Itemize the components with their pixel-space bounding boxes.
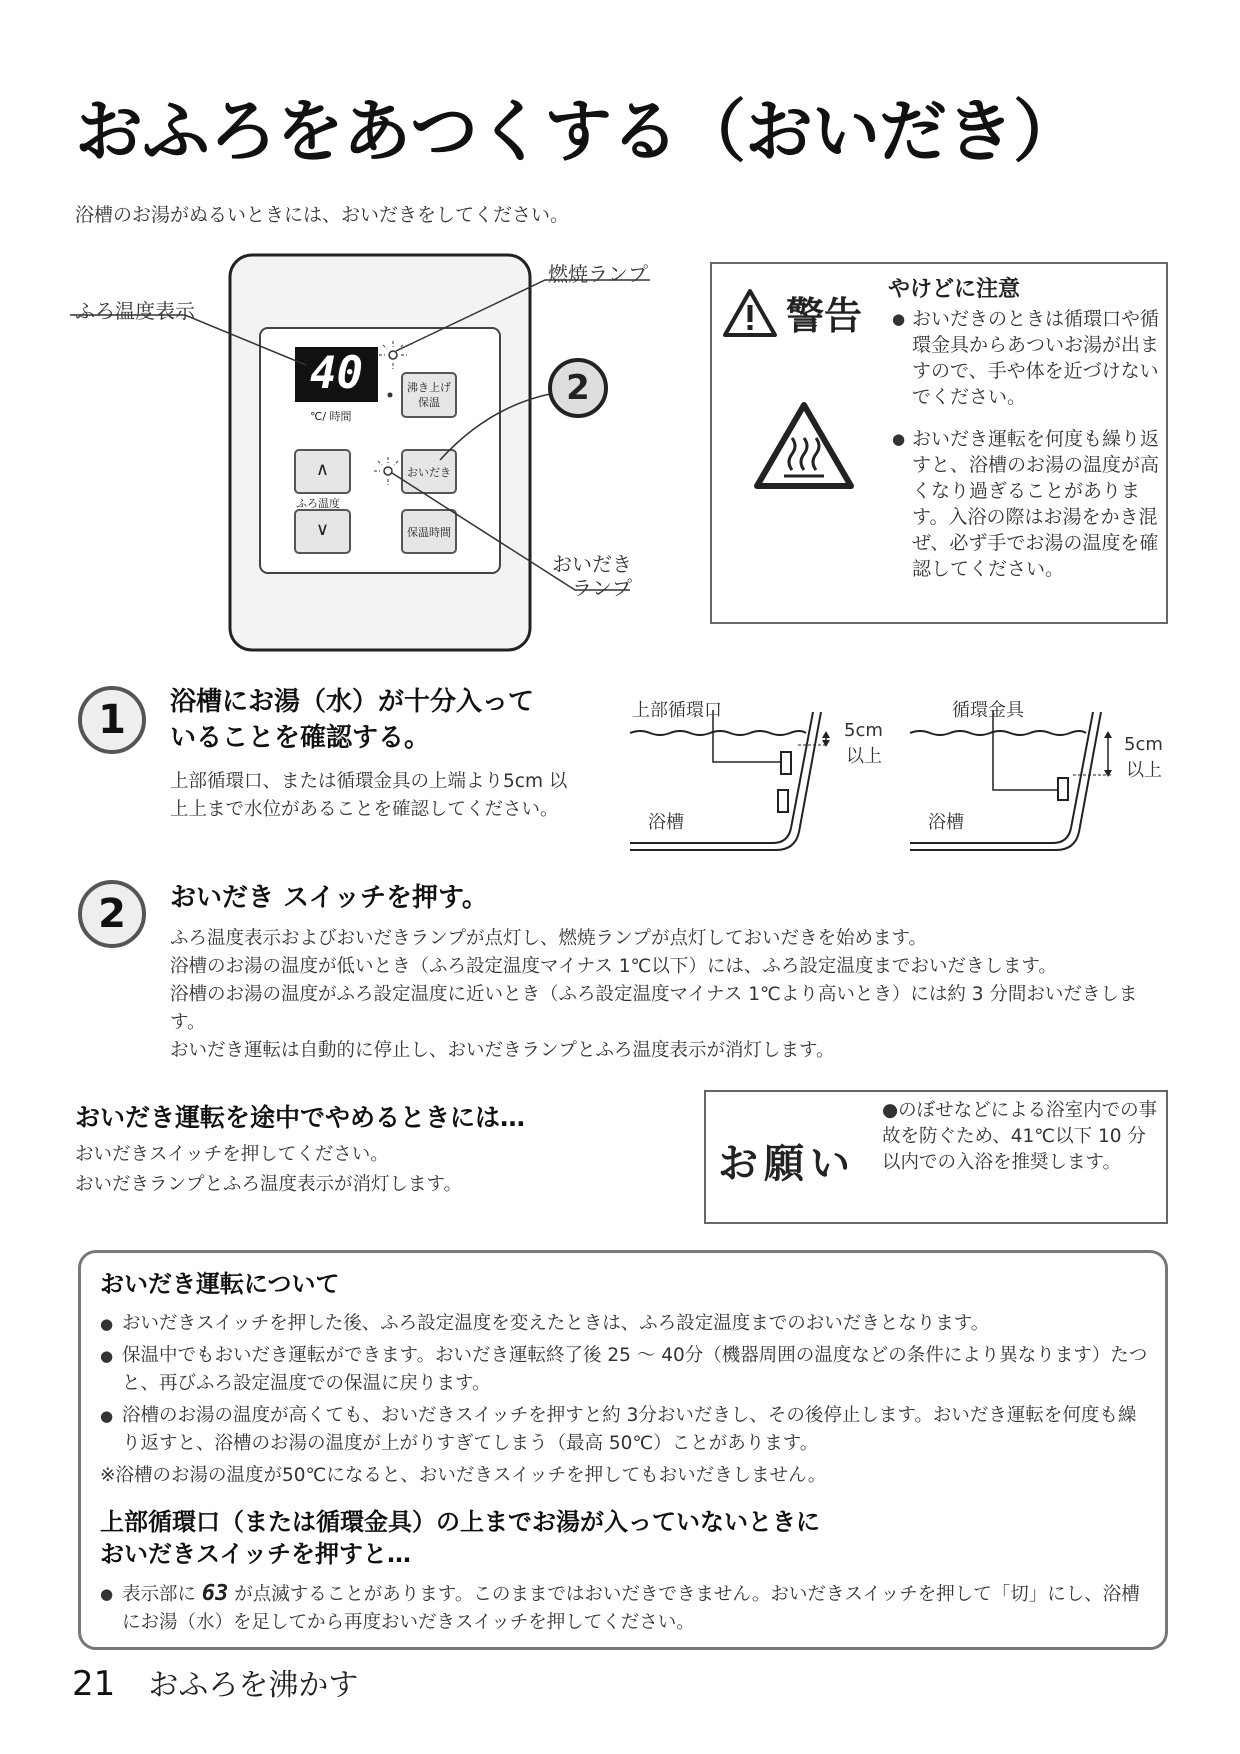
label-oidaki-lamp-2: ランプ — [572, 576, 632, 600]
step2-number: 2 — [78, 880, 146, 948]
error-code-display: 63 — [201, 1581, 229, 1606]
step1-title-line1: 浴槽にお湯（水）が十分入って — [170, 687, 535, 717]
info-note: ※浴槽のお湯の温度が50℃になると、おいだきスイッチを押してもおいだきしません。 — [100, 1465, 827, 1486]
warning-heading: やけどに注意 — [888, 277, 1021, 302]
tub-diagram-right — [908, 700, 1158, 860]
hot-surface-icon — [752, 400, 856, 492]
intro-text: 浴槽のお湯がぬるいときには、おいだきをしてください。 — [75, 204, 570, 226]
info-heading-2-line2: おいだきスイッチを押すと… — [100, 1540, 412, 1568]
step2-line: ふろ温度表示およびおいだきランプが点灯し、燃焼ランプが点灯しておいだきを始めます。 — [170, 928, 928, 949]
boil-keep-label-1: 沸き上げ — [407, 381, 451, 394]
temp-display-value: 40 — [310, 348, 363, 399]
warning-list — [892, 306, 1162, 594]
diagram-left-height: 5cm — [844, 720, 883, 741]
diagram-left-tub: 浴槽 — [648, 812, 684, 833]
stop-text — [75, 1140, 462, 1200]
step1-title — [170, 684, 610, 756]
info-heading-1: おいだき運転について — [100, 1270, 340, 1298]
diagram-right-tub: 浴槽 — [928, 812, 964, 833]
temp-label: ふろ温度 — [296, 497, 340, 510]
page-footer — [72, 1660, 358, 1704]
step1-number: 1 — [78, 686, 146, 754]
request-label: お願い — [718, 1141, 856, 1187]
label-temp-display: ふろ温度表示 — [75, 299, 195, 323]
info-bullet: ● 保温中でもおいだき運転ができます。おいだき運転終了後 25 ～ 40分（機器周囲の温度などの条件により異なります）たつと、再びふろ設定温度での保温に戻ります。 — [100, 1342, 1150, 1398]
page-number: 21 — [72, 1664, 116, 1704]
tub-diagram-left — [628, 700, 878, 860]
up-button-label: ∧ — [315, 459, 330, 480]
burn-lamp-shape — [389, 351, 397, 359]
info-bullet-last — [100, 1580, 1150, 1637]
info-bullet: ● 浴槽のお湯の温度が高くても、おいだきスイッチを押すと約 3分おいだきし、その後停止します。おいだき運転を何度も繰り返すと、浴槽のお湯の温度が上がりすぎてしまう（最高 50℃）ことがあります。 — [100, 1402, 1150, 1458]
callout-number: 2 — [566, 368, 590, 408]
panel-dot — [388, 393, 393, 398]
info-bullets-2 — [100, 1580, 1150, 1637]
page-title: おふろをあつくする（おいだき） — [75, 93, 1081, 172]
water-surface-right — [910, 731, 1086, 735]
lower-outlet-shape — [778, 790, 788, 812]
water-surface-left — [630, 731, 806, 735]
keep-time-button-label: 保温時間 — [407, 526, 451, 539]
info-bullet: ● おいだきスイッチを押した後、ふろ設定温度を変えたときは、ふろ設定温度までのおいだきとなります。 — [100, 1310, 1150, 1338]
diagram-right-height: 5cm — [1124, 734, 1163, 755]
warning-item: ● おいだき運転を何度も繰り返すと、浴槽のお湯の温度が高くなり過ぎることがあります。入浴の際はお湯をかき混ぜ、必ず手でお湯の温度を確認してください。 — [892, 426, 1162, 582]
label-oidaki-lamp-1: おいだき — [552, 552, 632, 576]
step2-line: 浴槽のお湯の温度が低いとき（ふろ設定温度マイナス 1℃以下）には、ふろ設定温度までおいだきします。 — [170, 956, 1057, 977]
info-heading-2 — [100, 1506, 1150, 1570]
oidaki-button-label: おいだき — [407, 466, 451, 479]
step1-title-line2: いることを確認する。 — [170, 723, 431, 753]
last-pre: 表示部に — [122, 1584, 197, 1605]
diagram-left-label: 上部循環口 — [632, 700, 722, 721]
upper-outlet-shape — [781, 752, 791, 774]
last-post: が点滅することがあります。このままではおいだきできません。おいだきスイッチを押して「切」にし、浴槽にお湯（水）を足してから再度おいだきスイッチを押してください。 — [122, 1584, 1140, 1633]
warning-title: 警告 — [786, 294, 863, 338]
step2-text — [170, 925, 1170, 1065]
boil-keep-label-2: 保温 — [418, 396, 440, 409]
diagram-right-height-unit: 以上 — [1126, 760, 1162, 781]
fitting-shape — [1058, 778, 1068, 800]
oidaki-lamp-shape — [384, 467, 392, 475]
temp-display-unit: ℃/ 時間 — [310, 410, 352, 423]
leader-fitting — [993, 710, 1058, 790]
down-button-label: ∨ — [315, 519, 330, 540]
diagram-right-label: 循環金具 — [952, 700, 1024, 721]
label-burn-lamp: 燃焼ランプ — [548, 262, 648, 286]
diagram-left-height-unit: 以上 — [846, 746, 882, 767]
stop-line-2: おいだきランプとふろ温度表示が消灯します。 — [75, 1174, 463, 1195]
step2-line: 浴槽のお湯の温度がふろ設定温度に近いとき（ふろ設定温度マイナス 1℃より高いとき）には約 3 分間おいだきします。 — [170, 984, 1138, 1033]
warning-title-group — [722, 285, 862, 340]
request-text: ●のぼせなどによる浴室内での事故を防ぐため、41℃以下 10 分以内での入浴を推奨します。 — [882, 1100, 1158, 1173]
step1-text: 上部循環口、または循環金具の上端より5cm 以上上まで水位があることを確認してください。 — [170, 771, 568, 820]
stop-line-1: おいだきスイッチを押してください。 — [75, 1144, 389, 1165]
section-label: おふろを沸かす — [148, 1668, 359, 1703]
info-bullets — [100, 1310, 1150, 1458]
boil-keep-button — [402, 380, 456, 410]
stop-heading: おいだき運転を途中でやめるときには… — [75, 1103, 526, 1132]
leader-upper-outlet — [713, 710, 781, 762]
warning-item: ● おいだきのときは循環口や循環金具からあついお湯が出ますので、手や体を近づけないでください。 — [892, 306, 1162, 410]
info-content — [100, 1268, 1150, 1641]
warning-triangle-icon — [722, 288, 778, 338]
step2-line: おいだき運転は自動的に停止し、おいだきランプとふろ温度表示が消灯します。 — [170, 1040, 835, 1061]
info-heading-2-line1: 上部循環口（または循環金具）の上までお湯が入っていないときに — [100, 1508, 820, 1536]
step2-title: おいだき スイッチを押す。 — [170, 883, 488, 913]
